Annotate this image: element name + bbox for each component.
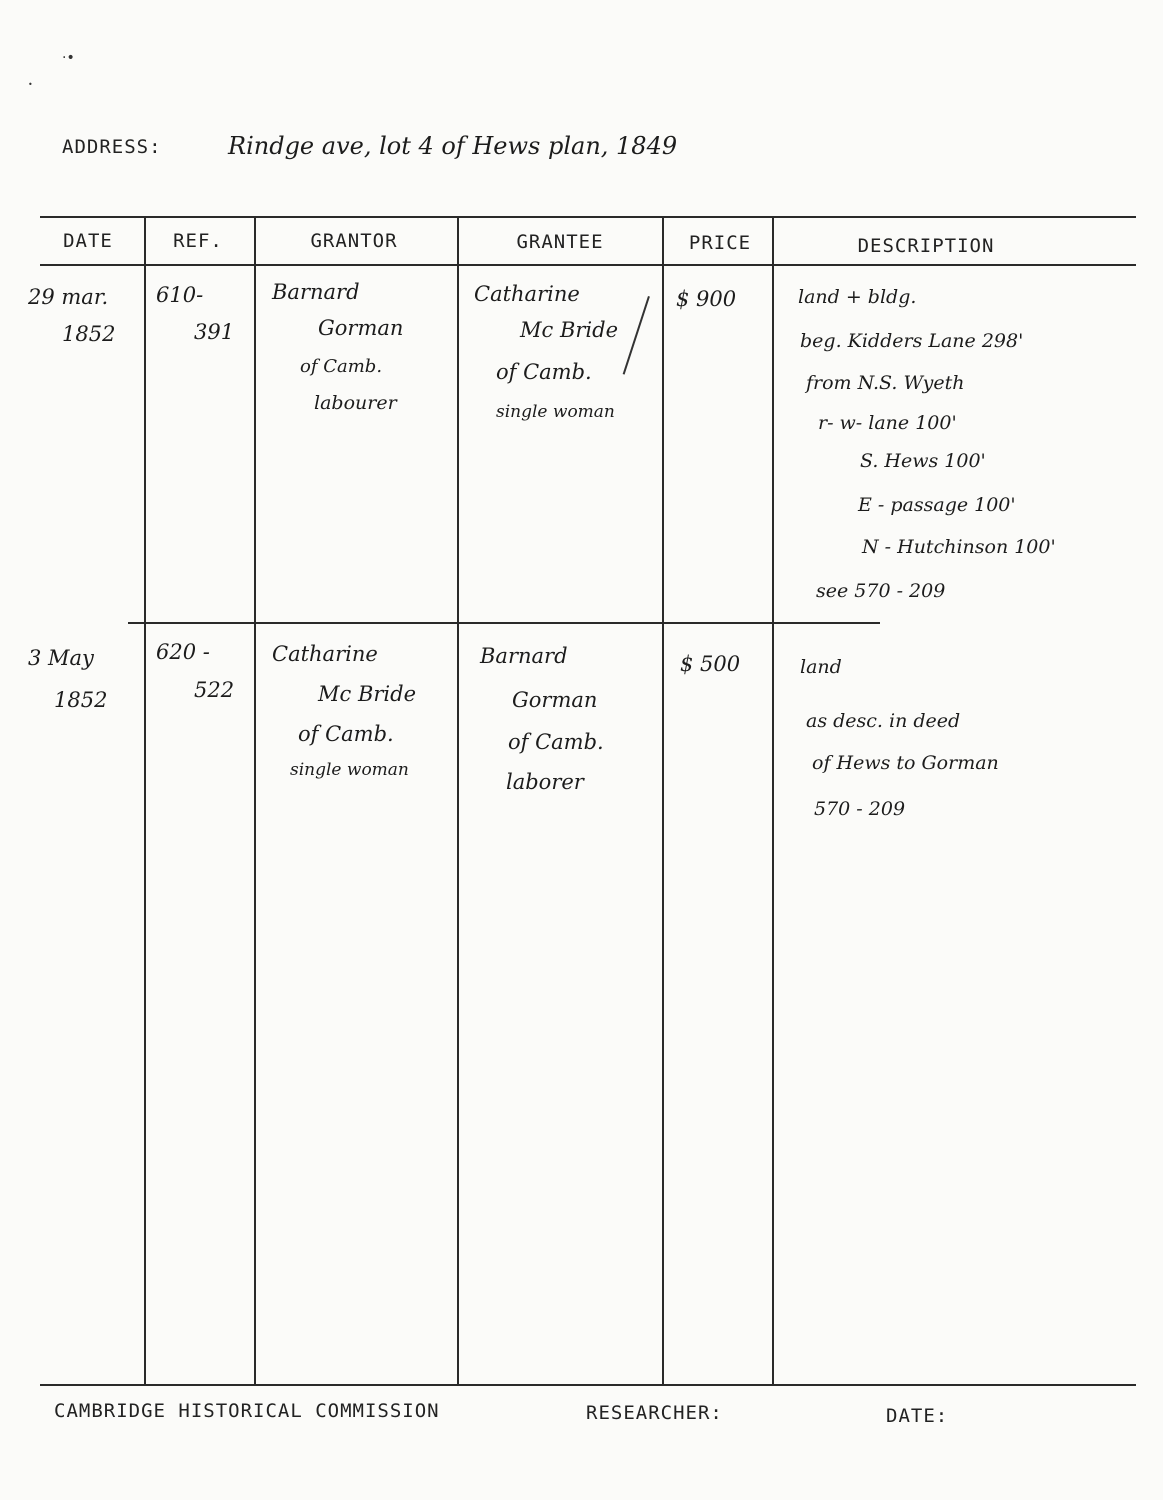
column-divider xyxy=(457,216,459,1384)
row2-date-line2: 1852 xyxy=(54,688,108,712)
row2-grantor-line2: Mc Bride xyxy=(318,682,416,706)
address-label: ADDRESS: xyxy=(62,136,162,158)
footer-commission: CAMBRIDGE HISTORICAL COMMISSION xyxy=(54,1400,440,1422)
row1-desc-line7: N - Hutchinson 100' xyxy=(862,536,1056,558)
column-divider xyxy=(254,216,256,1384)
row2-desc-line4: 570 - 209 xyxy=(814,798,906,820)
row1-grantee-line3: of Camb. xyxy=(496,360,592,384)
row1-ref-line2: 391 xyxy=(194,320,235,344)
scan-speck: • xyxy=(28,80,33,89)
row1-desc-line3: from N.S. Wyeth xyxy=(806,372,965,394)
row1-grantor-line4: labourer xyxy=(314,392,397,414)
address-value: Rindge ave, lot 4 of Hews plan, 1849 xyxy=(228,132,678,160)
scan-speck: ·• xyxy=(62,50,75,66)
row1-grantor-line3: of Camb. xyxy=(300,356,383,377)
row2-grantor-line1: Catharine xyxy=(272,642,378,666)
row1-price: $ 900 xyxy=(676,287,737,311)
grantee-check-stroke xyxy=(623,296,650,375)
row2-grantee-line2: Gorman xyxy=(512,688,598,712)
column-divider xyxy=(662,216,664,1384)
row1-desc-line2: beg. Kidders Lane 298' xyxy=(800,330,1024,352)
row2-grantee-line1: Barnard xyxy=(480,644,568,668)
row1-date-line1: 29 mar. xyxy=(28,285,109,309)
row1-grantor-line2: Gorman xyxy=(318,316,404,340)
row1-desc-line5: S. Hews 100' xyxy=(860,450,986,472)
column-divider xyxy=(144,216,146,1384)
row1-desc-line4: r- w- lane 100' xyxy=(818,412,957,434)
column-divider xyxy=(772,216,774,1384)
row1-grantee-line4: single woman xyxy=(496,402,615,422)
row2-desc-line1: land xyxy=(800,656,842,678)
row1-date-line2: 1852 xyxy=(62,322,116,346)
row2-desc-line2: as desc. in deed xyxy=(806,710,961,732)
row1-desc-line1: land + bldg. xyxy=(798,286,917,308)
row2-grantor-line4: single woman xyxy=(290,760,409,780)
row2-ref-line2: 522 xyxy=(194,678,235,702)
row2-grantee-line3: of Camb. xyxy=(508,730,604,754)
row-divider-rule xyxy=(128,622,880,624)
footer-date-label: DATE: xyxy=(886,1405,949,1427)
header-bottom-rule xyxy=(40,264,1136,266)
row2-ref-line1: 620 - xyxy=(156,640,210,664)
table-bottom-rule xyxy=(40,1384,1136,1386)
table-top-rule xyxy=(40,216,1136,218)
row2-grantor-line3: of Camb. xyxy=(298,722,394,746)
row2-date-line1: 3 May xyxy=(28,646,94,670)
row1-ref-line1: 610- xyxy=(156,283,204,307)
row2-grantee-line4: laborer xyxy=(506,770,584,794)
row1-desc-line6: E - passage 100' xyxy=(858,494,1016,516)
row1-grantor-line1: Barnard xyxy=(272,280,360,304)
row1-grantee-line2: Mc Bride xyxy=(520,318,618,342)
row2-desc-line3: of Hews to Gorman xyxy=(812,752,999,774)
row1-desc-line8: see 570 - 209 xyxy=(816,580,946,602)
footer-researcher-label: RESEARCHER: xyxy=(586,1402,723,1424)
row1-grantee-line1: Catharine xyxy=(474,282,580,306)
row2-price: $ 500 xyxy=(680,652,741,676)
